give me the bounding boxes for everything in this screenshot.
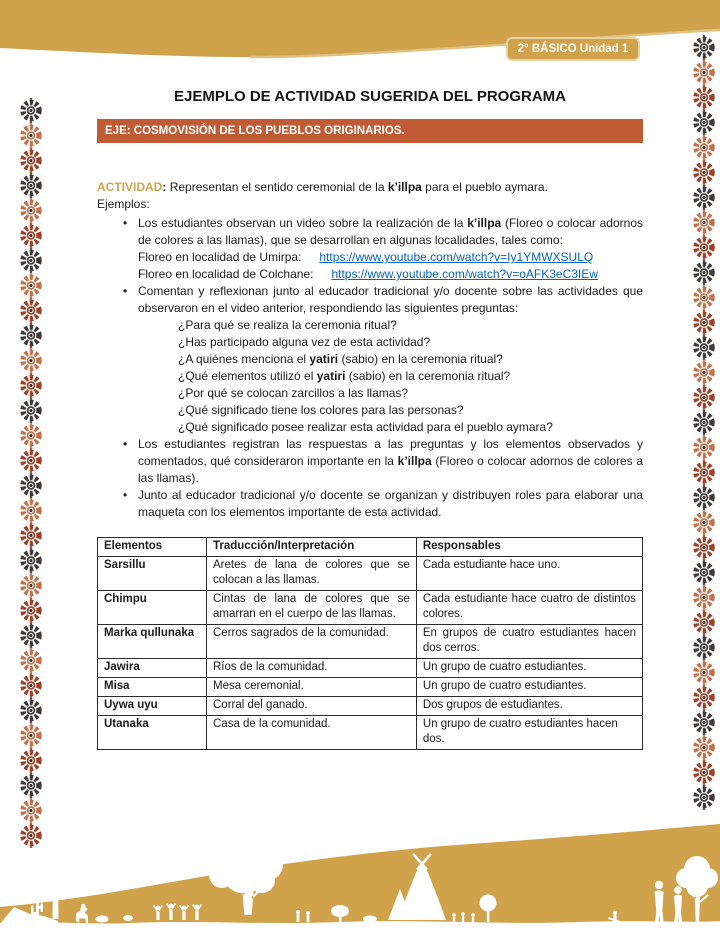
activity-label: ACTIVIDAD — [97, 180, 163, 194]
table-row — [98, 625, 643, 659]
bullet-item-maqueta — [97, 487, 643, 521]
andean-rosette-icon — [19, 223, 43, 248]
killpa-term: k’illpa — [397, 454, 432, 468]
cell-traduccion: Corral del ganado. — [207, 697, 417, 716]
killpa-term: k’illpa — [467, 216, 502, 230]
table-row — [98, 591, 643, 625]
cell-element: Sarsillu — [98, 557, 207, 591]
bullet-item-reflexion — [97, 283, 643, 436]
andean-rosette-icon — [19, 298, 43, 323]
activity-bullet-list — [97, 215, 643, 521]
andean-rosette-icon — [19, 248, 43, 273]
cell-traduccion: Casa de la comunidad. — [207, 716, 417, 750]
video-link-label: Floreo en localidad de Umirpa: — [138, 250, 302, 264]
cell-element: Jawira — [98, 659, 207, 678]
activity-text-end: para el pueblo aymara. — [421, 180, 548, 194]
table-row — [98, 697, 643, 716]
video-link-line-umirpa — [138, 249, 643, 266]
shrub — [96, 916, 109, 923]
cell-traduccion: Cerros sagrados de la comunidad. — [207, 625, 417, 659]
andean-rosette-icon — [19, 448, 43, 473]
andean-rosette-icon — [692, 385, 716, 410]
cell-element: Marka qullunaka — [98, 625, 207, 659]
andean-rosette-icon — [692, 35, 716, 60]
andean-rosette-icon — [19, 123, 43, 148]
andean-rosette-icon — [19, 598, 43, 623]
activity-line — [97, 179, 643, 196]
andean-rosette-icon — [19, 498, 43, 523]
question: ¿Has participado alguna vez de esta actividad? — [178, 335, 431, 349]
bullet4-text: Junto al educador tradicional y/o docente se organizan y distribuyen roles para elaborar una maqueta con los elementos importante de esta actividad. — [138, 488, 643, 519]
andean-rosette-icon — [692, 560, 716, 585]
question: ¿A quiénes menciona el yatiri (sabio) en la ceremonia ritual? — [178, 352, 503, 366]
andean-rosette-icon — [19, 573, 43, 598]
andean-rosette-icon — [692, 185, 716, 210]
andean-rosette-icon — [692, 610, 716, 635]
footer-gold-wave — [0, 824, 720, 932]
shrub-trunk — [339, 915, 341, 924]
andean-rosette-icon — [19, 523, 43, 548]
andean-rosette-icon — [19, 398, 43, 423]
unit-badge: 2° BÁSICO Unidad 1 — [506, 37, 640, 61]
andean-rosette-icon — [692, 435, 716, 460]
questions-block — [178, 317, 643, 436]
cell-responsables: Un grupo de cuatro estudiantes. — [416, 659, 642, 678]
andean-rosette-icon — [19, 173, 43, 198]
footer-landscape-band — [0, 817, 720, 932]
activity-text: Representan el sentido ceremonial de la — [169, 180, 388, 194]
cell-responsables: Un grupo de cuatro estudiantes hacen dos. — [416, 716, 642, 750]
andean-rosette-icon — [692, 135, 716, 160]
right-border-pattern — [692, 35, 716, 810]
andean-rosette-icon — [19, 673, 43, 698]
col-header-responsables: Responsables — [416, 538, 642, 557]
cell-responsables: Cada estudiante hace cuatro de distintos colores. — [416, 591, 642, 625]
document-page — [97, 88, 643, 750]
cell-element: Uywa uyu — [98, 697, 207, 716]
yatiri-term: yatiri — [316, 369, 346, 383]
andean-rosette-icon — [19, 648, 43, 673]
andean-rosette-icon — [692, 310, 716, 335]
andean-rosette-icon — [692, 535, 716, 560]
youtube-link-umirpa[interactable]: https://www.youtube.com/watch?v=Iy1YMWXSULQ — [319, 250, 594, 264]
cell-traduccion: Cintas de lana de colores que se amarran en el cuerpo de las llamas. — [207, 591, 417, 625]
andean-rosette-icon — [19, 98, 43, 123]
bullet-item-registro — [97, 436, 643, 487]
andean-rosette-icon — [692, 760, 716, 785]
bullet1-text-end: (Floreo o colocar adornos de colores a las llamas), que se desarrollan en algunas localidades, tales como: — [138, 216, 643, 247]
andean-rosette-icon — [692, 260, 716, 285]
andean-rosette-icon — [692, 335, 716, 360]
elements-table — [97, 537, 643, 750]
cell-responsables: En grupos de cuatro estudiantes hacen dos cerros. — [416, 625, 642, 659]
andean-rosette-icon — [692, 60, 716, 85]
cell-responsables: Cada estudiante hace uno. — [416, 557, 642, 591]
andean-rosette-icon — [19, 773, 43, 798]
andean-rosette-icon — [19, 698, 43, 723]
cell-element: Chimpu — [98, 591, 207, 625]
question: ¿Qué significado posee realizar esta actividad para el pueblo aymara? — [178, 420, 553, 434]
question: ¿Qué elementos utilizó el yatiri (sabio) en la ceremonia ritual? — [178, 369, 511, 383]
video-link-line-colchane — [138, 266, 643, 283]
andean-rosette-icon — [19, 423, 43, 448]
table-header-row — [98, 538, 643, 557]
andean-rosette-icon — [692, 210, 716, 235]
question: ¿Para qué se realiza la ceremonia ritual? — [178, 318, 397, 332]
activity-colon: : — [162, 180, 170, 194]
table-row — [98, 678, 643, 697]
andean-rosette-icon — [19, 748, 43, 773]
andean-rosette-icon — [692, 660, 716, 685]
andean-rosette-icon — [692, 735, 716, 760]
andean-rosette-icon — [19, 198, 43, 223]
bullet3-text: Los estudiantes registran las respuestas a las preguntas y los elementos observados y comentados, qué consideraron importante en la — [138, 437, 643, 468]
andean-rosette-icon — [692, 710, 716, 735]
andean-rosette-icon — [19, 273, 43, 298]
andean-rosette-icon — [692, 360, 716, 385]
yatiri-term: yatiri — [309, 352, 339, 366]
andean-rosette-icon — [692, 410, 716, 435]
page-title: EJEMPLO DE ACTIVIDAD SUGERIDA DEL PROGRAMA — [174, 88, 566, 105]
video-link-label: Floreo en localidad de Colchane: — [138, 267, 314, 281]
shrub — [363, 916, 377, 923]
table-row — [98, 716, 643, 750]
table-row — [98, 557, 643, 591]
killpa-term: k’illpa — [387, 180, 422, 194]
table-row — [98, 659, 643, 678]
left-border-pattern — [19, 98, 43, 848]
andean-rosette-icon — [692, 685, 716, 710]
bullet3-text-end: (Floreo o colocar adornos de colores a las llamas). — [138, 454, 643, 485]
andean-rosette-icon — [692, 785, 716, 810]
andean-rosette-icon — [19, 473, 43, 498]
andean-rosette-icon — [19, 148, 43, 173]
andean-rosette-icon — [19, 623, 43, 648]
andean-rosette-icon — [19, 323, 43, 348]
question: ¿Qué significado tiene los colores para las personas? — [178, 403, 464, 417]
youtube-link-colchane[interactable]: https://www.youtube.com/watch?v=oAFK3eC3IEw — [331, 267, 598, 281]
footer-landscape-icon — [0, 817, 720, 932]
andean-rosette-icon — [692, 285, 716, 310]
examples-label: Ejemplos: — [97, 197, 150, 211]
andean-rosette-icon — [19, 348, 43, 373]
cell-element: Utanaka — [98, 716, 207, 750]
andean-rosette-icon — [692, 585, 716, 610]
andean-rosette-icon — [19, 548, 43, 573]
andean-rosette-icon — [692, 510, 716, 535]
cell-element: Misa — [98, 678, 207, 697]
andean-rosette-icon — [19, 723, 43, 748]
cell-responsables: Dos grupos de estudiantes. — [416, 697, 642, 716]
shrub — [123, 915, 133, 921]
col-header-elementos: Elementos — [98, 538, 207, 557]
bullet1-text: Los estudiantes observan un video sobre la realización de la — [138, 216, 468, 230]
question: ¿Por qué se colocan zarcillos a las llamas? — [178, 386, 409, 400]
andean-rosette-icon — [692, 460, 716, 485]
cell-traduccion: Ríos de la comunidad. — [207, 659, 417, 678]
andean-rosette-icon — [692, 635, 716, 660]
cell-responsables: Un grupo de cuatro estudiantes. — [416, 678, 642, 697]
col-header-traduccion: Traducción/Interpretación — [207, 538, 417, 557]
eje-banner: EJE: COSMOVISIÓN DE LOS PUEBLOS ORIGINARIOS. — [97, 119, 643, 143]
bullet-item-video — [97, 215, 643, 283]
cell-traduccion: Mesa ceremonial. — [207, 678, 417, 697]
andean-rosette-icon — [692, 235, 716, 260]
andean-rosette-icon — [19, 373, 43, 398]
cell-traduccion: Aretes de lana de colores que se colocan a las llamas. — [207, 557, 417, 591]
andean-rosette-icon — [692, 160, 716, 185]
andean-rosette-icon — [692, 85, 716, 110]
andean-rosette-icon — [692, 110, 716, 135]
andean-rosette-icon — [692, 485, 716, 510]
bullet2-text: Comentan y reflexionan junto al educador tradicional y/o docente sobre las actividades que observaron en el video anterior, respondiendo las siguientes preguntas: — [138, 284, 643, 315]
